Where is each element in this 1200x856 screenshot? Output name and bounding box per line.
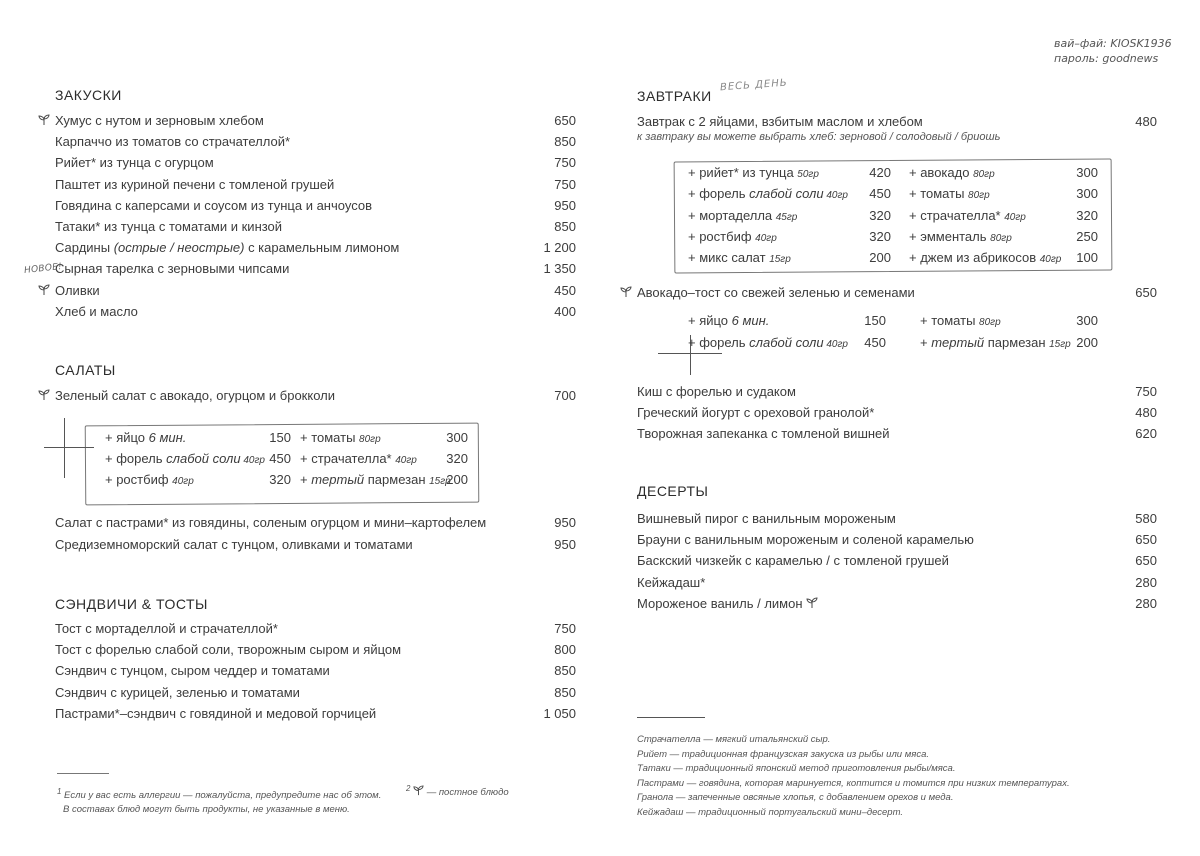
menu-item	[637, 111, 1157, 132]
addon-name	[300, 469, 451, 492]
menu-item-name: Зеленый салат с авокадо, огурцом и брокколи	[55, 388, 335, 403]
section-title-deserty: ДЕСЕРТЫ	[637, 483, 709, 499]
menu-item	[55, 280, 576, 301]
addon-name-part: + страчателла*	[300, 451, 396, 466]
addon-name	[920, 310, 1001, 333]
menu-item-name: Брауни с ванильным мороженым и соленой карамелью	[637, 532, 974, 548]
menu-item-price: 850	[554, 663, 576, 679]
addon-weight: 15гр	[1049, 338, 1071, 350]
footnote-divider	[57, 773, 109, 774]
addon-item	[688, 183, 891, 204]
menu-item-price: 750	[554, 621, 576, 636]
addon-name-part: + эмменталь	[909, 228, 991, 244]
addon-weight: 15гр	[769, 254, 791, 266]
menu-item-name: Авокадо–тост со свежей зеленью и семенами	[637, 285, 915, 300]
menu-item-price: 650	[1135, 553, 1157, 569]
sprout-icon	[620, 286, 632, 298]
menu-item-price: 1 050	[543, 705, 576, 721]
addon-item	[920, 310, 1098, 331]
menu-item-price: 850	[554, 219, 576, 234]
menu-item-name: Тост с мортаделлой и страчателлой*	[55, 621, 278, 636]
addon-price: 420	[869, 165, 891, 180]
menu-item-price: 1 200	[543, 240, 576, 256]
menu-item-name: Пастрами*–сэндвич с говядиной и медовой горчицей	[55, 705, 377, 721]
addon-price: 200	[1076, 334, 1098, 350]
sprout-icon	[413, 785, 424, 796]
menu-item-price: 850	[554, 684, 576, 700]
menu-item-price: 1 350	[543, 261, 576, 277]
addon-weight: 80гр	[990, 232, 1012, 244]
addon-name-part: + ростбиф	[105, 472, 173, 487]
addon-weight: 50гр	[797, 169, 819, 180]
addon-price: 200	[446, 472, 468, 487]
addon-item	[105, 469, 291, 490]
addon-name-part: +	[920, 334, 932, 350]
addon-price: 250	[1076, 228, 1098, 244]
addon-name	[909, 205, 1026, 228]
addon-item	[688, 162, 891, 183]
menu-item-name: Сырная тарелка с зерновыми чипсами	[55, 261, 290, 277]
lent-footnote	[406, 782, 509, 800]
addon-item	[688, 205, 891, 226]
menu-item-price: 480	[1135, 114, 1157, 129]
all-day-label: ВЕСЬ ДЕНЬ	[719, 77, 789, 94]
bread-choice-note: к завтраку вы можете выбрать хлеб: зерновой / солодовый / бриошь	[637, 131, 1001, 143]
menu-item-name: Вишневый пирог с ванильным мороженым	[637, 511, 896, 526]
addon-weight: 80гр	[359, 434, 381, 445]
wifi-info	[1054, 36, 1172, 66]
menu-item	[637, 423, 1157, 444]
addon-name-part: + джем из абрикосов	[909, 250, 1040, 266]
menu-item	[55, 682, 576, 703]
new-badge: НОВОЕ!	[23, 262, 63, 276]
addon-item	[688, 332, 886, 353]
addon-name	[688, 247, 791, 270]
menu-item-name: Хумус с нутом и зерновым хлебом	[55, 113, 264, 128]
addon-name	[909, 183, 990, 206]
addon-weight: 40гр	[755, 232, 777, 244]
addon-name-italic: слабой соли	[749, 334, 824, 350]
addon-name	[688, 226, 777, 249]
menu-item-price: 480	[1135, 405, 1157, 421]
menu-item-name: Карпаччо из томатов со страчателлой*	[55, 134, 291, 150]
addon-price: 300	[1076, 313, 1098, 328]
addon-name	[300, 427, 381, 450]
addon-name	[688, 310, 769, 331]
menu-item-price: 280	[1135, 574, 1157, 590]
addon-name	[920, 332, 1071, 355]
addon-name	[909, 226, 1012, 249]
menu-item-name: Мороженое ваниль / лимон	[637, 595, 803, 611]
menu-item-name: Баскский чизкейк с карамелью / с томленой грушей	[637, 553, 949, 569]
addon-price: 320	[446, 451, 468, 466]
glossary	[637, 733, 1070, 820]
addon-item	[920, 332, 1098, 353]
glossary-line: Татаки — традиционный японский метод приготовления рыбы/мяса.	[637, 763, 956, 774]
addon-name	[688, 162, 819, 185]
menu-item-name: Говядина с каперсами и соусом из тунца и анчоусов	[55, 197, 372, 213]
menu-item-name-italic: (острые / неострые)	[113, 240, 245, 256]
menu-item	[637, 282, 1157, 303]
addon-price: 300	[446, 430, 468, 445]
addon-name	[909, 162, 995, 185]
addon-name-part: +	[300, 472, 312, 487]
menu-item-name: Рийет* из тунца с огурцом	[55, 155, 214, 171]
menu-item	[55, 216, 576, 237]
menu-item	[637, 508, 1157, 529]
menu-item-price: 650	[554, 113, 576, 128]
menu-item	[55, 385, 576, 406]
menu-item-name: Сэндвич с курицей, зеленью и томатами	[55, 684, 300, 700]
addon-price: 450	[269, 451, 291, 466]
addon-weight: 40гр	[1004, 211, 1026, 223]
menu-item-price: 950	[554, 515, 576, 530]
sprout-icon	[806, 597, 818, 609]
addon-item	[688, 226, 891, 247]
menu-item-price: 700	[554, 388, 576, 403]
addon-name-italic: 6 мин.	[148, 430, 187, 445]
menu-item	[55, 258, 576, 279]
menu-item-name: Кейжадаш*	[637, 574, 706, 590]
menu-item-price: 400	[554, 303, 576, 319]
addon-item	[909, 183, 1098, 204]
footnote-number-1: 1	[57, 787, 62, 796]
addon-weight: 80гр	[973, 169, 995, 180]
menu-item-price: 950	[554, 536, 576, 552]
wifi-password: пароль: goodnews	[1054, 52, 1159, 65]
menu-item-price: 280	[1135, 595, 1157, 611]
addon-price: 320	[869, 228, 891, 244]
menu-item	[55, 301, 576, 322]
addon-name-part: + яйцо	[105, 430, 149, 445]
addon-name-part: + форель	[105, 451, 167, 466]
addon-item	[688, 310, 886, 331]
menu-item	[55, 131, 576, 152]
section-title-salaty: САЛАТЫ	[55, 362, 116, 378]
footnote-number-2: 2	[406, 784, 411, 793]
addon-item	[909, 205, 1098, 226]
addon-weight: 40гр	[240, 455, 265, 466]
addon-name	[105, 427, 186, 448]
menu-item-name: Творожная запеканка с томленой вишней	[637, 426, 890, 442]
addon-name-part: + авокадо	[909, 165, 974, 180]
section-title-zakuski: ЗАКУСКИ	[55, 87, 122, 103]
addon-name-part: + страчателла*	[909, 207, 1005, 223]
addon-name-italic: слабой соли	[749, 186, 824, 202]
sprout-icon	[38, 114, 50, 126]
addon-price: 150	[864, 313, 886, 328]
addon-name-italic: слабой соли	[166, 451, 241, 466]
addon-name	[105, 448, 265, 471]
addon-name	[688, 183, 848, 206]
addon-weight: 80гр	[968, 190, 990, 202]
menu-item-name: Киш с форелью и судаком	[637, 384, 796, 399]
addon-weight: 80гр	[979, 317, 1001, 328]
section-title-sandwiches: СЭНДВИЧИ & ТОСТЫ	[55, 596, 208, 612]
addon-name-part: + рийет* из тунца	[688, 165, 798, 180]
addon-item	[688, 247, 891, 268]
addon-name	[105, 469, 194, 492]
lent-text: — постное блюдо	[426, 787, 509, 799]
menu-item	[637, 593, 1157, 614]
addon-name-part: + томаты	[909, 186, 969, 202]
menu-item-price: 750	[554, 155, 576, 171]
menu-item-price: 650	[1135, 285, 1157, 300]
glossary-line: Рийет — традиционная французская закуска из рыбы или мяса.	[637, 748, 929, 760]
menu-item	[55, 703, 576, 724]
addon-item	[105, 427, 291, 448]
addon-name-italic: тертый	[931, 334, 985, 350]
addon-price: 300	[1076, 165, 1098, 180]
addon-price: 450	[869, 186, 891, 202]
addon-item	[909, 162, 1098, 183]
addon-price: 300	[1076, 186, 1098, 202]
menu-item	[55, 618, 576, 639]
menu-item-name: Завтрак с 2 яйцами, взбитым маслом и хлебом	[637, 114, 923, 129]
section-title-zavtraki: ЗАВТРАКИ	[637, 88, 712, 104]
glossary-line: Гранола — запеченные овсяные хлопья, с добавлением орехов и меда.	[637, 792, 954, 803]
addon-price: 320	[1076, 207, 1098, 223]
decor-cross-h	[44, 447, 94, 448]
addon-name	[688, 205, 797, 228]
menu-item	[637, 572, 1157, 593]
menu-item-price: 580	[1135, 511, 1157, 526]
menu-item	[55, 195, 576, 216]
menu-item-price: 800	[554, 642, 576, 658]
menu-item	[55, 512, 576, 533]
sprout-icon	[38, 284, 50, 296]
menu-item-price: 950	[554, 197, 576, 213]
addon-name-part: + яйцо	[688, 313, 732, 328]
glossary-line: Страчателла — мягкий итальянский сыр.	[637, 734, 831, 745]
menu-item	[637, 550, 1157, 571]
menu-item	[55, 152, 576, 173]
allergy-text-1: Если у вас есть аллергии — пожалуйста, предупредите нас об этом.	[64, 790, 382, 802]
menu-item-name: Греческий йогурт с ореховой гранолой*	[637, 405, 875, 421]
decor-cross-v	[64, 418, 65, 478]
addon-price: 320	[269, 472, 291, 487]
addon-name-part: + форель	[688, 334, 750, 350]
menu-item	[637, 381, 1157, 402]
menu-item-price: 750	[554, 176, 576, 192]
menu-item-price: 850	[554, 134, 576, 150]
addon-name-part: пармезан	[364, 472, 430, 487]
addon-name-italic: 6 мин.	[731, 313, 770, 328]
sprout-icon	[38, 389, 50, 401]
menu-item-price: 620	[1135, 426, 1157, 442]
menu-item-name: Паштет из куриной печени с томленой грушей	[55, 176, 335, 192]
addon-name-part: + микс салат	[688, 250, 770, 266]
addon-item	[300, 427, 468, 448]
addon-name	[688, 332, 848, 355]
addon-weight: 40гр	[172, 476, 194, 487]
addon-name	[909, 247, 1061, 270]
addon-name	[300, 448, 417, 471]
addon-name-part: + томаты	[300, 430, 360, 445]
addon-weight: 45гр	[775, 211, 798, 223]
menu-item-name: Средиземноморский салат с тунцом, оливками и томатами	[55, 536, 413, 552]
menu-item-name: Салат с пастрами* из говядины, соленым огурцом и мини–картофелем	[55, 515, 487, 530]
addon-name-part: + мортаделла	[688, 207, 776, 223]
menu-item	[637, 529, 1157, 550]
menu-item-name: Оливки	[55, 282, 100, 298]
menu-item-name: Хлеб и масло	[55, 303, 138, 319]
addon-weight: 40гр	[395, 455, 417, 466]
menu-item-price: 450	[554, 282, 576, 298]
allergy-text-2: В составах блюд могут быть продукты, не указанные в меню.	[63, 804, 350, 816]
addon-item	[300, 448, 468, 469]
menu-item-name-part: с карамельным лимоном	[244, 240, 400, 256]
menu-item	[55, 660, 576, 681]
glossary-line: Кейжадаш — традиционный португальский мини–десерт.	[637, 806, 904, 818]
menu-item-price: 750	[1135, 384, 1157, 399]
glossary-line: Пастрами — говядина, которая маринуется, коптится и томится при низких температурах.	[637, 777, 1070, 789]
addon-weight: 40гр	[1039, 254, 1062, 266]
addon-name-part: пармезан	[984, 334, 1050, 350]
addon-item	[909, 247, 1098, 268]
menu-item-price: 650	[1135, 532, 1157, 548]
addon-weight: 40гр	[823, 190, 848, 202]
menu-item	[55, 110, 576, 131]
addon-price: 200	[869, 250, 891, 266]
addon-price: 100	[1076, 250, 1098, 266]
addon-item	[300, 469, 468, 490]
menu-item-name-part: Сардины	[55, 240, 114, 256]
menu-item-name: Тост с форелью слабой соли, творожным сыром и яйцом	[55, 642, 402, 658]
menu-item	[55, 639, 576, 660]
addon-price: 150	[269, 430, 291, 445]
menu-item	[637, 402, 1157, 423]
wifi-name: вай–фай: KIOSK1936	[1054, 37, 1172, 50]
menu-item	[55, 174, 576, 195]
addon-weight: 40гр	[823, 338, 848, 350]
addon-name-part: + форель	[688, 186, 750, 202]
menu-item-name: Сэндвич с тунцом, сыром чеддер и томатами	[55, 663, 330, 679]
addon-name-italic: тертый	[311, 472, 365, 487]
menu-item-name	[55, 237, 399, 258]
addon-item	[105, 448, 291, 469]
menu-item	[55, 237, 576, 258]
allergy-footnote	[57, 785, 381, 817]
addon-name-part: + томаты	[920, 313, 980, 328]
addon-item	[909, 226, 1098, 247]
addon-weight: 15гр	[429, 476, 451, 487]
glossary-divider	[637, 717, 705, 718]
menu-item-name: Татаки* из тунца с томатами и кинзой	[55, 219, 283, 234]
menu-item	[55, 534, 576, 555]
addon-price: 450	[864, 334, 886, 350]
addon-name-part: + ростбиф	[688, 228, 756, 244]
addon-price: 320	[869, 207, 891, 223]
